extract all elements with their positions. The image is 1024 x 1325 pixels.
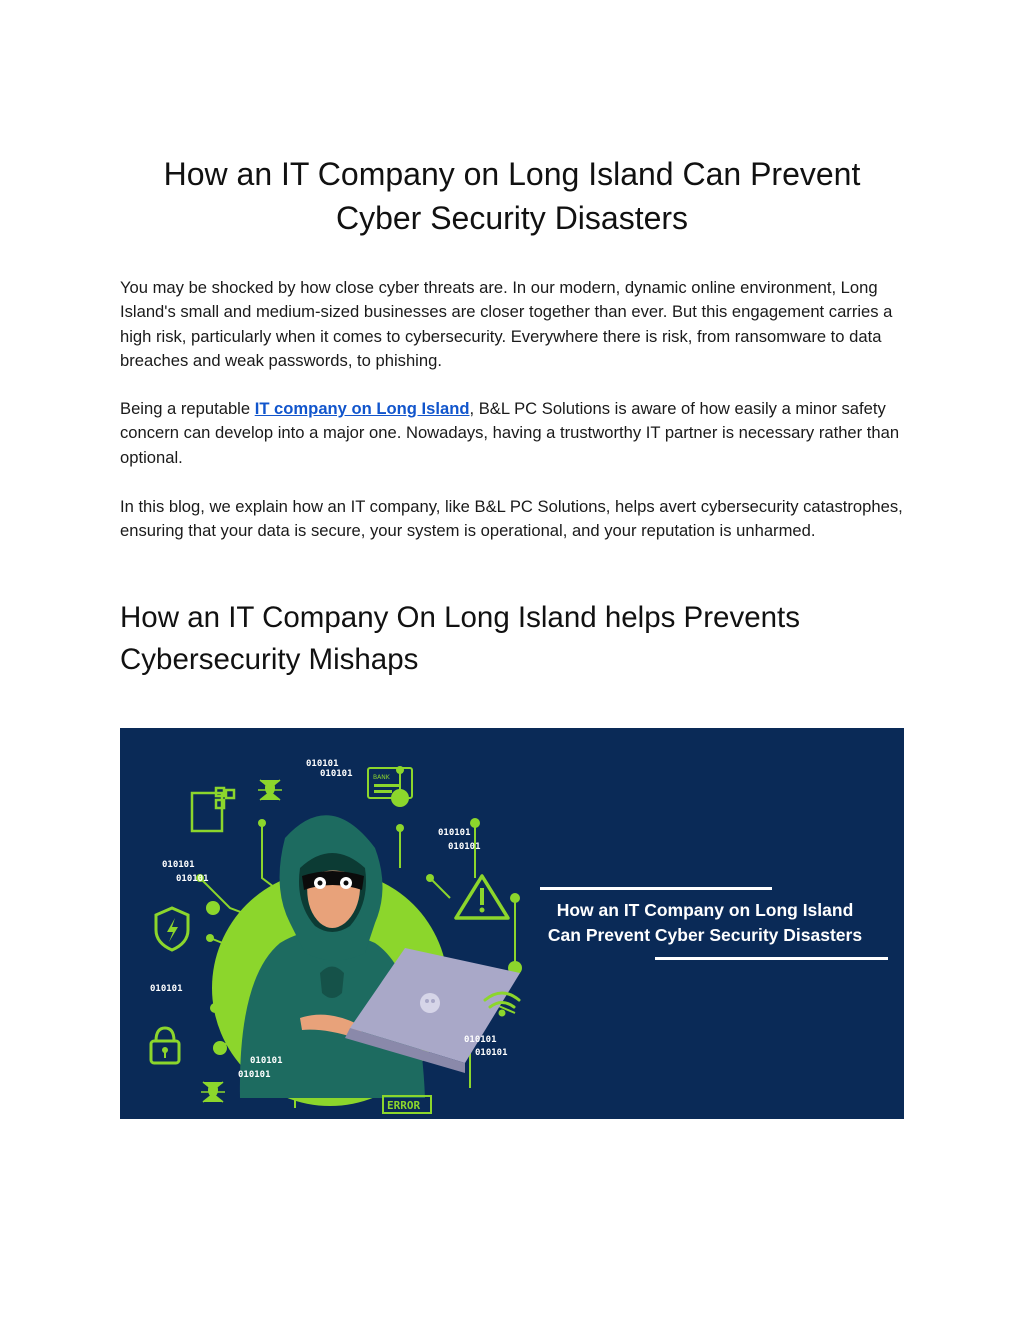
intro-paragraph: You may be shocked by how close cyber threats are. In our modern, dynamic online environment, Long Island's small and medium-sized businesses are closer together than ever. But this engagement carries a high risk, particularly when it comes to cybersecurity. Everywhere there is risk, from ransomware to data breaches and weak passwords, to phishing. xyxy=(120,278,893,371)
binary-label: 010101 xyxy=(162,860,195,870)
binary-label: 010101 xyxy=(250,1056,283,1066)
binary-label: 010101 xyxy=(176,874,209,884)
warning-icon xyxy=(456,876,508,918)
bank-label: BANK xyxy=(373,774,390,781)
skull-emblem xyxy=(320,967,344,999)
banner-headline xyxy=(520,898,890,948)
binary-label: 010101 xyxy=(448,842,481,852)
binary-label: 010101 xyxy=(150,984,183,994)
blog-intro-paragraph: In this blog, we explain how an IT company, like B&L PC Solutions, helps avert cybersecurity catastrophes, ensuring that your data is secure, your system is operational, and your reputation is unharmed. xyxy=(120,497,903,541)
paragraph-text-before-link: Being a reputable xyxy=(120,399,255,418)
shield-lightning-icon xyxy=(156,908,188,950)
banner-headline-line-2: Can Prevent Cyber Security Disasters xyxy=(547,925,863,945)
padlock-icon xyxy=(151,1028,179,1063)
binary-label: 010101 xyxy=(475,1048,508,1058)
banner-top-rule xyxy=(540,887,772,890)
banner-headline-line-1: How an IT Company on Long Island xyxy=(556,900,854,920)
page-title: How an IT Company on Long Island Can Prevent Cyber Security Disasters xyxy=(163,156,861,236)
paragraph-text-after-link: , B&L PC Solutions is aware of how easily a minor safety concern can develop into a major one. Nowadays, having a trustworthy IT partner is necessary rather than optional. xyxy=(120,399,900,467)
section-heading: How an IT Company On Long Island helps Prevents Cybersecurity Mishaps xyxy=(120,601,800,676)
it-company-long-island-link[interactable]: IT company on Long Island xyxy=(254,399,470,418)
binary-label: 010101 xyxy=(306,759,339,769)
binary-label: 010101 xyxy=(320,769,353,779)
banner-bottom-rule xyxy=(655,957,888,960)
document-icon xyxy=(192,788,234,831)
binary-label: 010101 xyxy=(438,828,471,838)
company-paragraph xyxy=(120,397,910,470)
error-label: ERROR xyxy=(387,1099,421,1112)
binary-label: 010101 xyxy=(238,1070,271,1080)
binary-label: 010101 xyxy=(464,1035,497,1045)
